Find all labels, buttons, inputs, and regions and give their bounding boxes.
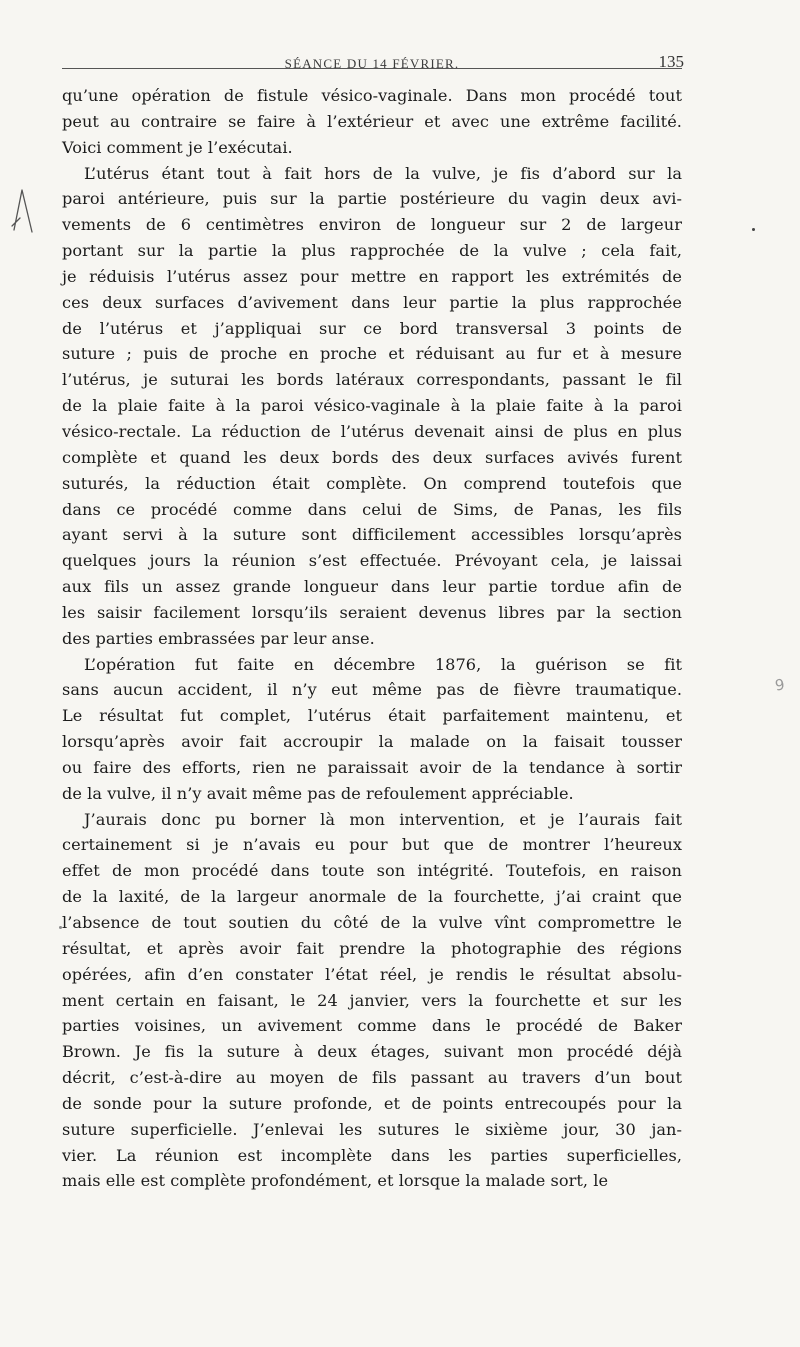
page-header xyxy=(62,42,682,69)
text-line: qu’une opération de fistule vésico-vaginale. Dans mon procédé tout xyxy=(62,86,682,105)
text-line: mais elle est complète profondément, et lorsque la malade sort, le xyxy=(62,1171,609,1191)
text-line: résultat, et après avoir fait prendre la photographie des régions xyxy=(62,938,682,958)
text-line: parties voisines, un avivement comme dans le procédé de Baker xyxy=(62,1016,682,1036)
text-line: Le résultat fut complet, l’utérus était parfaitement maintenu, et xyxy=(62,706,682,726)
text-line: dans ce procédé comme dans celui de Sims, de Panas, les fils xyxy=(62,499,682,519)
body-text xyxy=(62,83,682,1194)
book-page xyxy=(62,42,682,1194)
text-line: je réduisis l’utérus assez pour mettre en rapport les extrémités de xyxy=(62,266,682,286)
text-line: l’absence de tout soutien du côté de la vulve vînt compromettre le xyxy=(62,913,682,932)
text-line: peut au contraire se faire à l’extérieur et avec une extrême facilité. xyxy=(62,111,682,131)
text-line: de sonde pour la suture profonde, et de points entrecoupés pour la xyxy=(62,1093,682,1113)
text-line: l’utérus, je suturai les bords latéraux correspondants, passant le fil xyxy=(62,370,682,390)
text-line: décrit, c’est-à-dire au moyen de fils passant au travers d’un bout xyxy=(62,1068,682,1088)
text-line: ou faire des efforts, rien ne paraissait avoir de la tendance à sortir xyxy=(62,757,682,777)
handwritten-margin-mark xyxy=(10,188,36,234)
text-line: L’opération fut faite en décembre 1876, la guérison se fit xyxy=(84,654,682,674)
text-line: L’utérus étant tout à fait hors de la vulve, je fis d’abord sur la xyxy=(84,163,682,183)
text-line: ces deux surfaces d’avivement dans leur partie la plus rapprochée xyxy=(62,292,682,312)
text-line: les saisir facilement lorsqu’ils seraient devenus libres par la section xyxy=(62,602,682,622)
text-line: ment certain en faisant, le 24 janvier, vers la fourchette et sur les xyxy=(62,990,682,1010)
text-line: certainement si je n’avais eu pour but que de montrer l’heureux xyxy=(62,835,682,855)
text-line: lorsqu’après avoir fait accroupir la malade on la faisait tousser xyxy=(62,732,682,752)
text-line: de la laxité, de la largeur anormale de la fourchette, j’ai craint que xyxy=(62,887,682,907)
paragraph xyxy=(62,83,682,161)
text-line: complète et quand les deux bords des deux surfaces avivés furent xyxy=(62,447,682,467)
text-line: vements de 6 centimètres environ de longueur sur 2 de largeur xyxy=(62,215,682,235)
text-line: sans aucun accident, il n’y eut même pas de fièvre traumatique. xyxy=(62,680,682,700)
paragraph xyxy=(62,161,682,652)
paragraph xyxy=(62,807,682,1195)
text-line: suture ; puis de proche en proche et réduisant au fur et à mesure xyxy=(62,344,682,364)
text-line: Brown. Je fis la suture à deux étages, suivant mon procédé déjà xyxy=(62,1042,682,1062)
margin-note-nine: 9 xyxy=(773,675,786,695)
text-line: Voici comment je l’exécutai. xyxy=(62,137,293,157)
text-line: paroi antérieure, puis sur la partie postérieure du vagin deux avi- xyxy=(62,189,682,209)
text-line: suture superficielle. J’enlevai les sutures le sixième jour, 30 jan- xyxy=(62,1119,682,1139)
text-line: de l’utérus et j’appliquai sur ce bord transversal 3 points de xyxy=(62,318,682,338)
margin-dot xyxy=(752,228,755,231)
page-number: 135 xyxy=(658,52,684,71)
running-head: SÉANCE DU 14 FÉVRIER. xyxy=(284,56,460,71)
text-line: portant sur la partie la plus rapprochée de la vulve ; cela fait, xyxy=(62,241,682,261)
text-line: quelques jours la réunion s’est effectuée. Prévoyant cela, je laissai xyxy=(62,551,682,571)
text-line: vier. La réunion est incomplète dans les parties superficielles, xyxy=(62,1145,682,1165)
text-line: aux fils un assez grande longueur dans leur partie tordue afin de xyxy=(62,577,682,597)
text-line: ayant servi à la suture sont difficilement accessibles lorsqu’après xyxy=(62,525,682,545)
text-line: suturés, la réduction était complète. On comprend toutefois que xyxy=(62,473,682,493)
paragraph xyxy=(62,652,682,807)
text-line: vésico-rectale. La réduction de l’utérus devenait ainsi de plus en plus xyxy=(62,421,682,441)
text-line: effet de mon procédé dans toute son intégrité. Toutefois, en raison xyxy=(62,861,682,881)
text-line: des parties embrassées par leur anse. xyxy=(62,628,375,648)
text-line: de la vulve, il n’y avait même pas de refoulement appréciable. xyxy=(62,783,574,803)
text-line: opérées, afin d’en constater l’état réel, je rendis le résultat absolu- xyxy=(62,964,682,984)
text-line: J’aurais donc pu borner là mon intervention, et je l’aurais fait xyxy=(84,809,682,829)
text-line: de la plaie faite à la paroi vésico-vaginale à la plaie faite à la paroi xyxy=(62,396,682,416)
